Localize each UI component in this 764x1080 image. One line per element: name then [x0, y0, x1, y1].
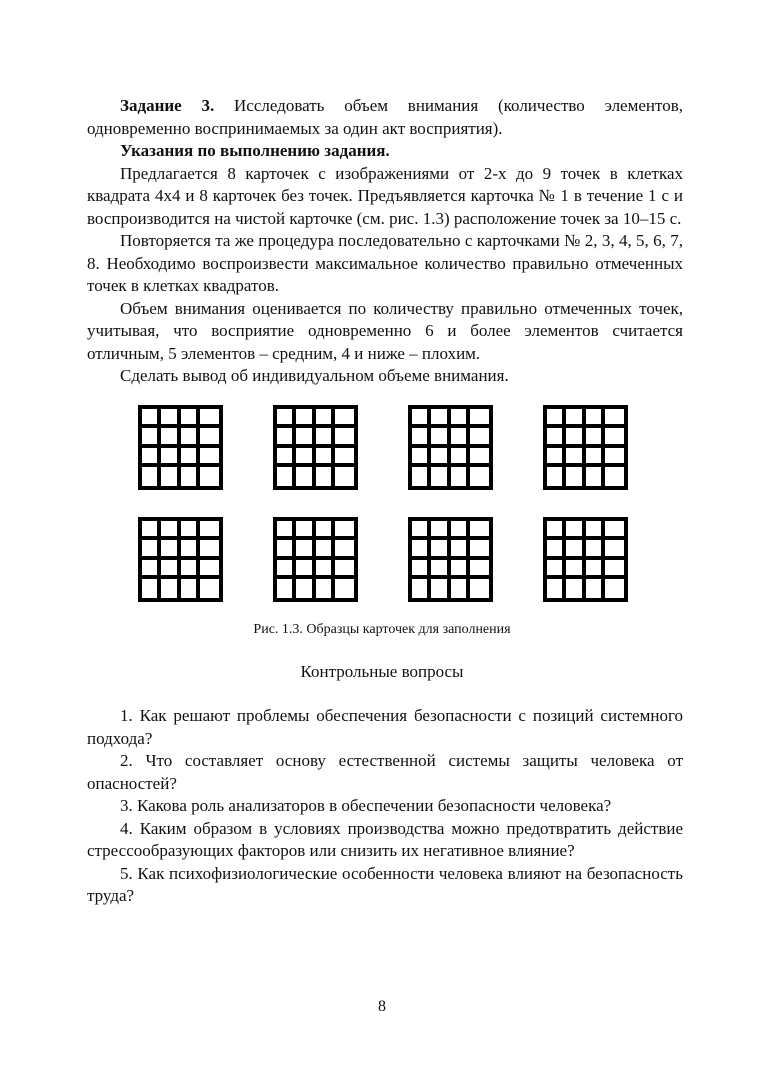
card-samples-figure — [138, 405, 628, 607]
grid-cell — [277, 448, 296, 467]
grid-cell — [547, 521, 566, 540]
grid-cell — [431, 560, 450, 579]
empty-grid-card — [138, 405, 223, 490]
grid-cell — [296, 409, 315, 428]
grid-cell — [335, 428, 354, 447]
grid-cell — [142, 560, 161, 579]
grid-cell — [412, 428, 431, 447]
grid-cell — [277, 467, 296, 486]
grid-cell — [431, 448, 450, 467]
grid-cell — [586, 560, 605, 579]
grid-cell — [142, 409, 161, 428]
control-questions-title: Контрольные вопросы — [300, 662, 464, 681]
grid-cell — [566, 467, 585, 486]
grid-cell — [566, 448, 585, 467]
question-item: 3. Какова роль анализаторов в обеспечении безопасности человека? — [120, 796, 612, 815]
empty-grid-card — [543, 517, 628, 602]
grid-cell — [412, 467, 431, 486]
grid-cell — [412, 540, 431, 559]
grid-cell — [470, 579, 489, 598]
grid-cell — [200, 428, 219, 447]
grid-cell — [470, 521, 489, 540]
grid-cell — [605, 428, 624, 447]
grid-cell — [566, 409, 585, 428]
grid-cell — [566, 540, 585, 559]
grid-cell — [277, 409, 296, 428]
grid-cell — [200, 579, 219, 598]
grid-cell — [161, 467, 180, 486]
grid-cell — [451, 560, 470, 579]
grid-cell — [412, 521, 431, 540]
grid-cell — [547, 579, 566, 598]
grid-cell — [412, 409, 431, 428]
grid-cell — [161, 521, 180, 540]
grid-cell — [161, 428, 180, 447]
grid-cell — [470, 448, 489, 467]
grid-cell — [451, 409, 470, 428]
grid-cell — [181, 409, 200, 428]
paragraph: Предлагается 8 карточек с изображениями от 2-х до 9 точек в клетках квадрата 4х4 и 8 карточек без точек. Предъявляется карточка № 1 в течение 1 с и воспроизводится на чистой карточке (см. рис. 1.3) расположение точек за 10–15 с. — [87, 163, 683, 228]
empty-grid-card — [543, 405, 628, 490]
grid-cell — [316, 560, 335, 579]
grid-cell — [586, 540, 605, 559]
grid-cell — [605, 448, 624, 467]
grid-cell — [547, 428, 566, 447]
empty-grid-card — [408, 517, 493, 602]
grid-cell — [277, 428, 296, 447]
grid-cell — [296, 540, 315, 559]
paragraph: Повторяется та же процедура последовательно с карточками № 2, 3, 4, 5, 6, 7, 8. Необходимо воспроизвести максимальное количество правильно отмеченных точек в клетках квадратов. — [87, 231, 683, 295]
grid-cell — [412, 448, 431, 467]
grid-cell — [316, 448, 335, 467]
questions-list — [87, 705, 683, 908]
grid-cell — [431, 540, 450, 559]
task-section — [87, 95, 683, 388]
empty-grid-card — [273, 517, 358, 602]
grid-cell — [451, 448, 470, 467]
grid-cell — [316, 579, 335, 598]
grid-cell — [316, 540, 335, 559]
grid-cell — [470, 560, 489, 579]
grid-cell — [296, 467, 315, 486]
question-item: 2. Что составляет основу естественной системы защиты человека от опасностей? — [87, 751, 683, 793]
grid-cell — [200, 448, 219, 467]
instructions-title: Указания по выполнению задания. — [120, 141, 390, 160]
grid-cell — [181, 448, 200, 467]
grid-cell — [296, 521, 315, 540]
grid-cell — [547, 448, 566, 467]
grid-cell — [605, 467, 624, 486]
grid-cell — [335, 409, 354, 428]
grid-cell — [296, 448, 315, 467]
grid-cell — [316, 521, 335, 540]
grid-cell — [605, 521, 624, 540]
grid-cell — [161, 448, 180, 467]
grid-cell — [586, 409, 605, 428]
grid-cell — [200, 467, 219, 486]
grid-cell — [200, 560, 219, 579]
grid-cell — [142, 540, 161, 559]
task-paragraph — [87, 95, 683, 140]
grid-cell — [605, 409, 624, 428]
grid-cell — [566, 579, 585, 598]
grid-cell — [316, 409, 335, 428]
question-item: 5. Как психофизиологические особенности человека влияют на безопасность труда? — [87, 863, 683, 905]
grid-cell — [431, 579, 450, 598]
grid-cell — [547, 560, 566, 579]
grid-cell — [470, 467, 489, 486]
page-number: 8 — [378, 998, 386, 1015]
grid-cell — [605, 579, 624, 598]
grid-cell — [451, 579, 470, 598]
grid-cell — [277, 579, 296, 598]
grid-cell — [277, 521, 296, 540]
grid-cell — [412, 560, 431, 579]
grid-cell — [547, 409, 566, 428]
grid-cell — [142, 521, 161, 540]
grid-cell — [335, 540, 354, 559]
grid-cell — [586, 428, 605, 447]
grid-cell — [316, 428, 335, 447]
grid-cell — [200, 540, 219, 559]
grid-cell — [316, 467, 335, 486]
grid-cell — [296, 560, 315, 579]
grid-cell — [181, 579, 200, 598]
grid-cell — [181, 467, 200, 486]
grid-cell — [296, 579, 315, 598]
grid-cell — [451, 521, 470, 540]
task-label: Задание 3. — [120, 96, 215, 115]
grid-cell — [431, 521, 450, 540]
paragraph: Объем внимания оценивается по количеству правильно отмеченных точек, учитывая, что восприятие одновременно 6 и более элементов считается отличным, 5 элементов – средним, 4 и ниже – плохим. — [87, 298, 683, 363]
grid-cell — [161, 409, 180, 428]
grid-cell — [470, 428, 489, 447]
empty-grid-card — [273, 405, 358, 490]
grid-cell — [161, 579, 180, 598]
grid-cell — [200, 409, 219, 428]
grid-cell — [566, 521, 585, 540]
grid-cell — [566, 560, 585, 579]
grid-cell — [431, 428, 450, 447]
grid-cell — [181, 428, 200, 447]
grid-cell — [470, 540, 489, 559]
grid-cell — [335, 448, 354, 467]
grid-cell — [181, 521, 200, 540]
question-item: 4. Каким образом в условиях производства можно предотвратить действие стрессообразующих факторов или снизить их негативное влияние? — [87, 818, 683, 860]
grid-cell — [586, 448, 605, 467]
grid-cell — [142, 428, 161, 447]
task-text: Исследовать объем внимания (количество элементов, одновременно воспринимаемых за один акт восприятия). — [87, 96, 683, 138]
empty-grid-card — [408, 405, 493, 490]
grid-cell — [470, 409, 489, 428]
grid-cell — [181, 560, 200, 579]
grid-cell — [605, 540, 624, 559]
grid-cell — [451, 428, 470, 447]
grid-cell — [161, 560, 180, 579]
grid-cell — [412, 579, 431, 598]
grid-cell — [335, 560, 354, 579]
grid-cell — [142, 579, 161, 598]
grid-cell — [277, 560, 296, 579]
grid-cell — [142, 448, 161, 467]
grid-cell — [200, 521, 219, 540]
grid-cell — [431, 409, 450, 428]
grid-cell — [335, 467, 354, 486]
grid-cell — [586, 579, 605, 598]
grid-cell — [277, 540, 296, 559]
empty-grid-card — [138, 517, 223, 602]
grid-cell — [586, 521, 605, 540]
question-item: 1. Как решают проблемы обеспечения безопасности с позиций системного подхода? — [87, 706, 683, 748]
grid-cell — [142, 467, 161, 486]
paragraph: Сделать вывод об индивидуальном объеме внимания. — [120, 366, 509, 385]
grid-cell — [547, 467, 566, 486]
grid-cell — [451, 540, 470, 559]
figure-caption: Рис. 1.3. Образцы карточек для заполнения — [253, 622, 511, 637]
grid-cell — [451, 467, 470, 486]
grid-cell — [181, 540, 200, 559]
grid-cell — [161, 540, 180, 559]
grid-cell — [335, 579, 354, 598]
grid-cell — [547, 540, 566, 559]
grid-cell — [335, 521, 354, 540]
grid-cell — [605, 560, 624, 579]
grid-cell — [431, 467, 450, 486]
grid-cell — [296, 428, 315, 447]
grid-cell — [586, 467, 605, 486]
grid-cell — [566, 428, 585, 447]
